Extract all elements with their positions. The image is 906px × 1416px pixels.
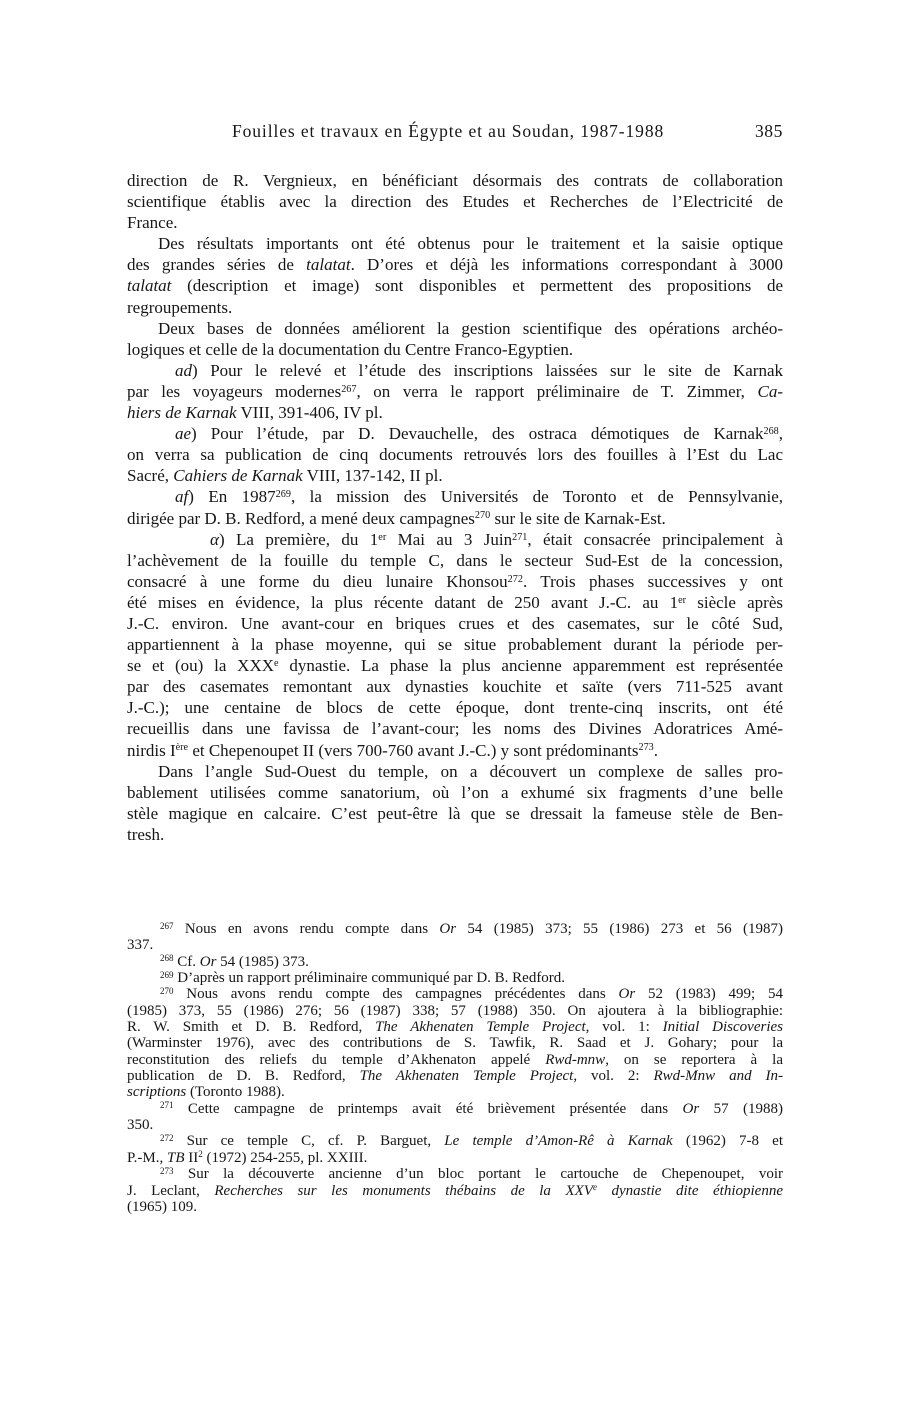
text-run: France. (127, 213, 178, 233)
superscript: 272 (160, 1132, 174, 1143)
text-run: , la mission des Universités de Toronto et de Pennsylvanie, (290, 487, 784, 507)
italic-text: Or (439, 921, 457, 937)
running-title: Fouilles et travaux en Égypte et au Soudan, 1987-1988 (232, 121, 665, 141)
superscript: ère (175, 742, 189, 754)
text-run: logiques et celle de la documentation du Centre Franco-Egyptien. (127, 339, 574, 359)
text-run: des grandes séries de (127, 255, 307, 275)
text-run: Dans l’angle Sud-Ouest du temple, on a découvert un complexe de salles pro- (158, 761, 783, 781)
text-run: été mises en évidence, la plus récente datant de 250 avant J.-C. au 1 (127, 592, 679, 612)
text-run: par des casemates remontant aux dynasties kouchite et saïte (vers 711-525 avant (127, 677, 783, 697)
footnote-line (127, 1150, 783, 1166)
body-line (127, 634, 783, 655)
text-run: , vol. 1: (585, 1019, 663, 1036)
text-run: regroupements. (127, 297, 233, 317)
body-line (127, 697, 783, 718)
text-run: VIII, 391-406, IV pl. (236, 403, 383, 423)
italic-text: Or (682, 1100, 700, 1117)
text-run: J.-C. environ. Une avant-cour en briques crues et des casemates, sur le côté Sud, (127, 613, 783, 633)
text-run: publication de D. B. Redford, (127, 1068, 360, 1085)
body-line (127, 571, 783, 592)
footnote-line (127, 1084, 783, 1100)
text-run: J.-C.); une centaine de blocs de cette époque, dont trente-cinq inscrits, ont été (127, 698, 783, 718)
text-run: (1985) 373, 55 (1986) 276; 56 (1987) 338; 57 (1988) 350. On ajoutera à la bibliographie: (127, 1002, 783, 1019)
body-line (127, 212, 783, 233)
superscript: 268 (763, 426, 779, 438)
superscript: 270 (160, 985, 174, 996)
text-run: consacré à une forme du dieu lunaire Khonsou (127, 571, 508, 591)
italic-text: talatat (127, 276, 172, 296)
text-run: Deux bases de données améliorent la gestion scientifique des opérations archéo- (158, 318, 783, 338)
text-run: ) La première, du 1 (218, 529, 379, 549)
body-line (127, 444, 783, 465)
superscript: er (678, 594, 687, 606)
text-run: 337. (127, 937, 154, 954)
italic-text: dynastie dite éthiopienne (596, 1182, 783, 1199)
italic-text: Or (199, 953, 217, 970)
text-run: R. W. Smith et D. B. Redford, (127, 1019, 376, 1036)
footnote-line (127, 1003, 783, 1019)
text-run: reconstitution des reliefs du temple d’Akhenaton appelé (127, 1051, 546, 1068)
text-run: 54 (1985) 373. (216, 953, 309, 970)
italic-text: talatat (306, 255, 351, 275)
body-line (127, 824, 783, 845)
text-run: recueillis dans une favissa de l’avant-cour; les noms des Divines Adoratrices Amé- (127, 719, 783, 739)
text-run: 57 (1988) (699, 1100, 783, 1117)
footnote-line (127, 1117, 783, 1133)
footnote-line (127, 1052, 783, 1068)
text-run: bablement utilisées comme sanatorium, où l’on a exhumé six fragments d’une belle (127, 782, 783, 802)
text-run: ) Pour le relevé et l’étude des inscriptions laissées sur le site de Karnak (192, 360, 783, 380)
text-run: (1965) 109. (127, 1198, 197, 1215)
italic-text: Rwd-Mnw and In- (653, 1068, 783, 1085)
italic-text: ad (175, 360, 192, 380)
body-line (127, 613, 783, 634)
text-run: (description et image) sont disponibles et permettent des propositions de (171, 276, 783, 296)
body-line (127, 381, 783, 402)
body-line (127, 465, 783, 486)
italic-text: Initial Discoveries (662, 1019, 783, 1036)
footnote-line (127, 937, 783, 953)
body-line (127, 339, 783, 360)
footnote-line (127, 1199, 783, 1215)
text-run: (Warminster 1976), avec des contributions de S. Tawfik, R. Saad et J. Gohary; pour la (127, 1035, 783, 1052)
superscript: 269 (275, 489, 291, 501)
body-line (127, 592, 783, 613)
text-run: , on verra le rapport préliminaire de T. Zimmer, (356, 381, 758, 401)
italic-text: Le temple d’Amon-Rê à Karnak (444, 1133, 673, 1150)
superscript: e (592, 1182, 597, 1192)
italic-text: Recherches sur les monuments thébains de la XXV (214, 1182, 593, 1199)
body-line (127, 718, 783, 739)
superscript: er (378, 531, 387, 543)
text-run: Mai au 3 Juin (386, 529, 513, 549)
footnote-line (127, 986, 783, 1002)
text-run: II (184, 1149, 199, 1166)
text-run: se et (ou) la XXX (127, 656, 275, 676)
text-run: , on se reportera à la (605, 1051, 784, 1068)
body-line (127, 297, 783, 318)
text-run: , vol. 2: (573, 1068, 654, 1085)
superscript: 273 (160, 1165, 174, 1176)
italic-text: Ca- (757, 381, 783, 401)
text-run: Cette campagne de printemps avait été brièvement présentée dans (173, 1100, 683, 1117)
text-run: Sur la découverte ancienne d’un bloc portant le cartouche de Chepenoupet, voir (173, 1166, 783, 1183)
footnote-line (127, 1019, 783, 1035)
text-run: tresh. (127, 824, 165, 844)
text-run: (1962) 7-8 et (672, 1133, 783, 1150)
body-line (127, 191, 783, 212)
body-line (127, 740, 783, 761)
text-run: 52 (1983) 499; 54 (635, 986, 783, 1003)
text-run: . D’ores et déjà les informations correspondant à 3000 (350, 255, 783, 275)
body-line (127, 423, 783, 444)
text-run: dynastie. La phase la plus ancienne apparemment est représentée (278, 656, 783, 676)
text-run: Nous en avons rendu compte dans (173, 921, 440, 937)
text-run: , (778, 424, 783, 444)
text-run: Cf. (173, 953, 200, 970)
italic-text: TB (167, 1149, 185, 1166)
body-line (127, 170, 783, 191)
text-run: on verra sa publication de cinq documents retrouvés lors des fouilles à l’Est du Lac (127, 445, 783, 465)
superscript: 273 (638, 742, 654, 754)
superscript: 270 (474, 510, 491, 522)
body-line (127, 761, 783, 782)
text-run: (Toronto 1988). (186, 1084, 285, 1101)
text-run: Des résultats importants ont été obtenus pour le traitement et la saisie optique (158, 234, 783, 254)
body-line (127, 233, 783, 254)
text-run: (1972) 254-255, pl. XXIII. (202, 1149, 368, 1166)
page-number: 385 (754, 121, 783, 141)
footnote-line (127, 1101, 783, 1117)
text-run: dirigée par D. B. Redford, a mené deux campagnes (127, 508, 475, 528)
text-run: l’achèvement de la fouille du temple C, dans le secteur Sud-Est de la concession, (127, 550, 783, 570)
italic-text: Or (618, 986, 636, 1003)
body-line (127, 782, 783, 803)
text-run: VIII, 137-142, II pl. (302, 466, 443, 486)
body-text (127, 170, 783, 845)
italic-text: The Akhenaten Temple Project (375, 1019, 586, 1036)
text-run: P.-M., (127, 1149, 168, 1166)
body-line (127, 402, 783, 423)
superscript: 271 (160, 1100, 174, 1111)
body-line (127, 254, 783, 275)
footnote-line (127, 1183, 783, 1199)
text-run: D’après un rapport préliminaire communiqué par D. B. Redford. (173, 970, 566, 987)
italic-text: Cahiers de Karnak (173, 466, 303, 486)
text-run: sur le site de Karnak-Est. (490, 508, 666, 528)
superscript: 268 (160, 953, 174, 964)
footnote-line (127, 954, 783, 970)
text-run: Sur ce temple C, cf. P. Barguet, (173, 1133, 445, 1150)
body-line (127, 318, 783, 339)
text-run: J. Leclant, (127, 1182, 215, 1199)
italic-text: af (175, 487, 189, 507)
footnote-line (127, 1068, 783, 1084)
italic-text: scriptions (127, 1084, 187, 1101)
superscript: 269 (160, 969, 174, 980)
text-run: scientifique établis avec la direction des Etudes et Recherches de l’Electricité de (127, 192, 783, 212)
text-run: appartiennent à la phase moyenne, qui se situe probablement durant la période per- (127, 635, 783, 655)
text-run: Sacré, (127, 466, 174, 486)
superscript: 2 (198, 1149, 203, 1160)
footnote-line (127, 1166, 783, 1182)
italic-text: ae (175, 424, 192, 444)
body-line (127, 803, 783, 824)
text-run: Nous avons rendu compte des campagnes précédentes dans (173, 986, 619, 1003)
text-run: 54 (1985) 373; 55 (1986) 273 et 56 (1987) (456, 921, 784, 937)
body-line (127, 550, 783, 571)
superscript: e (274, 658, 279, 670)
text-run: ) Pour l’étude, par D. Devauchelle, des ostraca démotiques de Karnak (191, 424, 764, 444)
footnote-line (127, 1035, 783, 1051)
superscript: 267 (160, 920, 174, 931)
running-header (127, 119, 783, 143)
body-line (127, 655, 783, 676)
body-line (127, 275, 783, 296)
text-run: et Chepenoupet II (vers 700-760 avant J.-C.) y sont prédominants (188, 740, 639, 760)
italic-text: α (210, 529, 219, 549)
superscript: 271 (512, 531, 528, 543)
text-run: stèle magique en calcaire. C’est peut-être là que se dressait la fameuse stèle de Ben- (127, 803, 783, 823)
text-run: siècle après (686, 592, 784, 612)
superscript: 267 (341, 383, 357, 395)
italic-text: The Akhenaten Temple Project (359, 1068, 574, 1085)
text-run: ) En 1987 (188, 487, 276, 507)
superscript: 272 (507, 573, 523, 585)
text-run: par les voyageurs modernes (127, 381, 342, 401)
footnotes (127, 921, 783, 1215)
body-line (127, 529, 783, 550)
text-run: direction de R. Vergnieux, en bénéficiant désormais des contrats de collaboration (127, 171, 783, 190)
italic-text: Rwd-mnw (545, 1051, 606, 1068)
body-line (127, 360, 783, 381)
text-run: nirdis I (127, 740, 176, 760)
text-run: 350. (127, 1117, 154, 1134)
body-line (127, 676, 783, 697)
text-run: . (653, 740, 659, 760)
body-line (127, 486, 783, 507)
body-line (127, 508, 783, 529)
text-run: , était consacrée principalement à (527, 529, 783, 549)
footnote-line (127, 1133, 783, 1149)
italic-text: hiers de Karnak (127, 403, 237, 423)
footnote-line (127, 970, 783, 986)
text-run: . Trois phases successives y ont (522, 571, 783, 591)
footnote-line (127, 921, 783, 937)
